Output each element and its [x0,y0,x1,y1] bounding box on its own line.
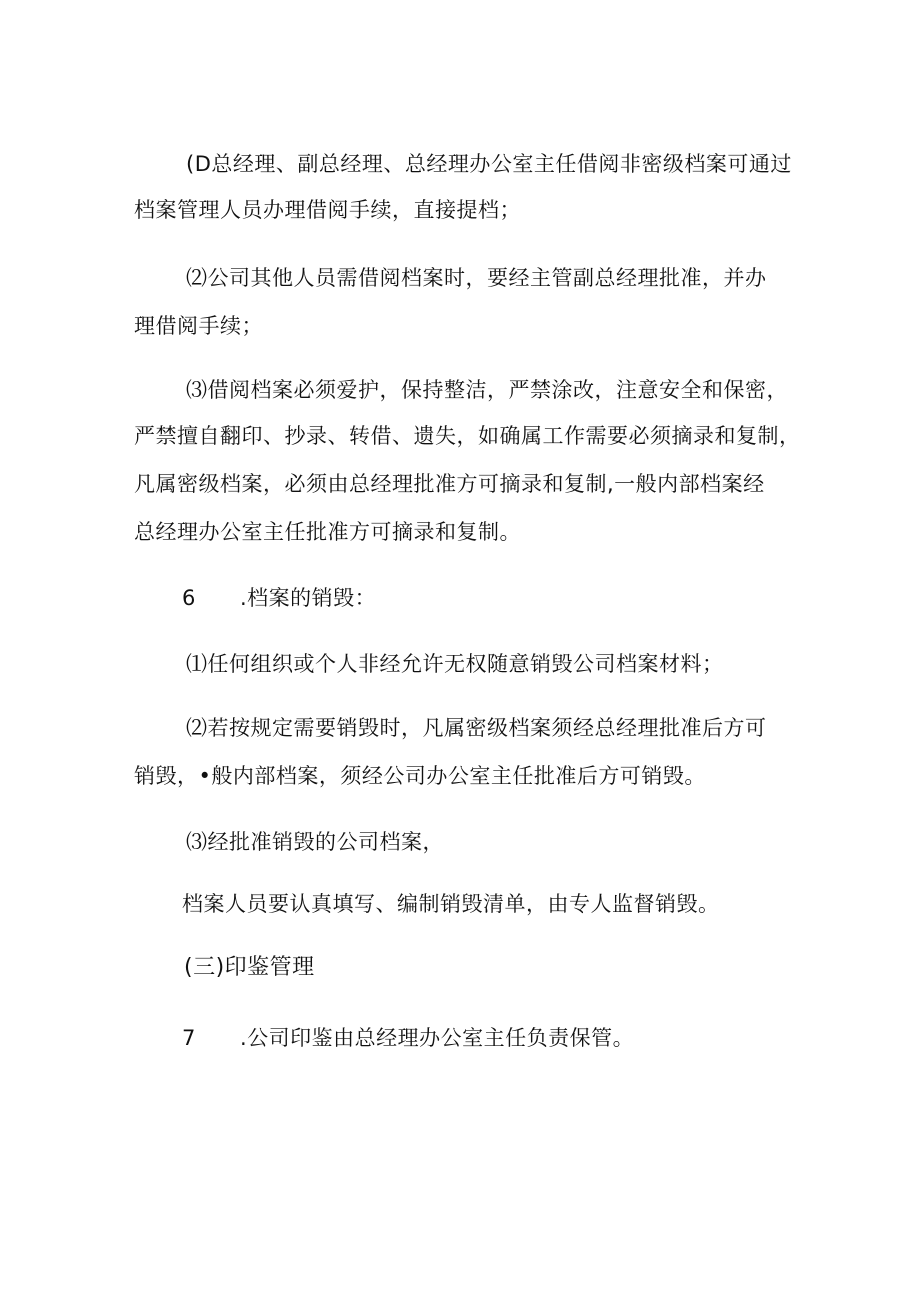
paragraph-line: 凡属密级档案，必须由总经理批准方可摘录和复制,一般内部档案经 [134,472,765,496]
paragraph-line: 档案人员要认真填写、编制销毁清单，由专人监督销毁。 [182,892,720,916]
paragraph-line: ⑶经批准销毁的公司档案， [186,830,444,854]
paragraph-line: 销毁，•般内部档案，须经公司办公室主任批准后方可销毁。 [134,764,706,788]
paragraph-line: 档案管理人员办理借阅手续，直接提档； [134,198,521,222]
item-7-text: .公司印鉴由总经理办公室主任负责保管。 [240,1026,635,1050]
item-6-number: 6 [182,586,196,610]
paragraph-line: 总经理办公室主任批准方可摘录和复制。 [134,520,521,544]
paragraph-line: ⑶借阅档案必须爱护，保持整洁，严禁涂改，注意安全和保密， [186,378,788,402]
paragraph-line: 理借阅手续； [134,314,263,338]
paragraph-line: ⑴任何组织或个人非经允许无权随意销毁公司档案材料； [186,652,724,676]
section-3-heading: (三)印鉴管理 [184,955,315,980]
paragraph-line: (D总经理、副总经理、总经理办公室主任借阅非密级档案可通过 [186,152,792,176]
item-7-number: 7 [182,1026,196,1050]
paragraph-line: ⑵公司其他人员需借阅档案时，要经主管副总经理批准，并办 [186,266,767,290]
item-6-text: .档案的销毁： [240,586,377,610]
paragraph-line: 严禁擅自翻印、抄录、转借、遗失，如确属工作需要必须摘录和复制， [134,424,801,448]
paragraph-line: ⑵若按规定需要销毁时，凡属密级档案须经总经理批准后方可 [186,716,767,740]
